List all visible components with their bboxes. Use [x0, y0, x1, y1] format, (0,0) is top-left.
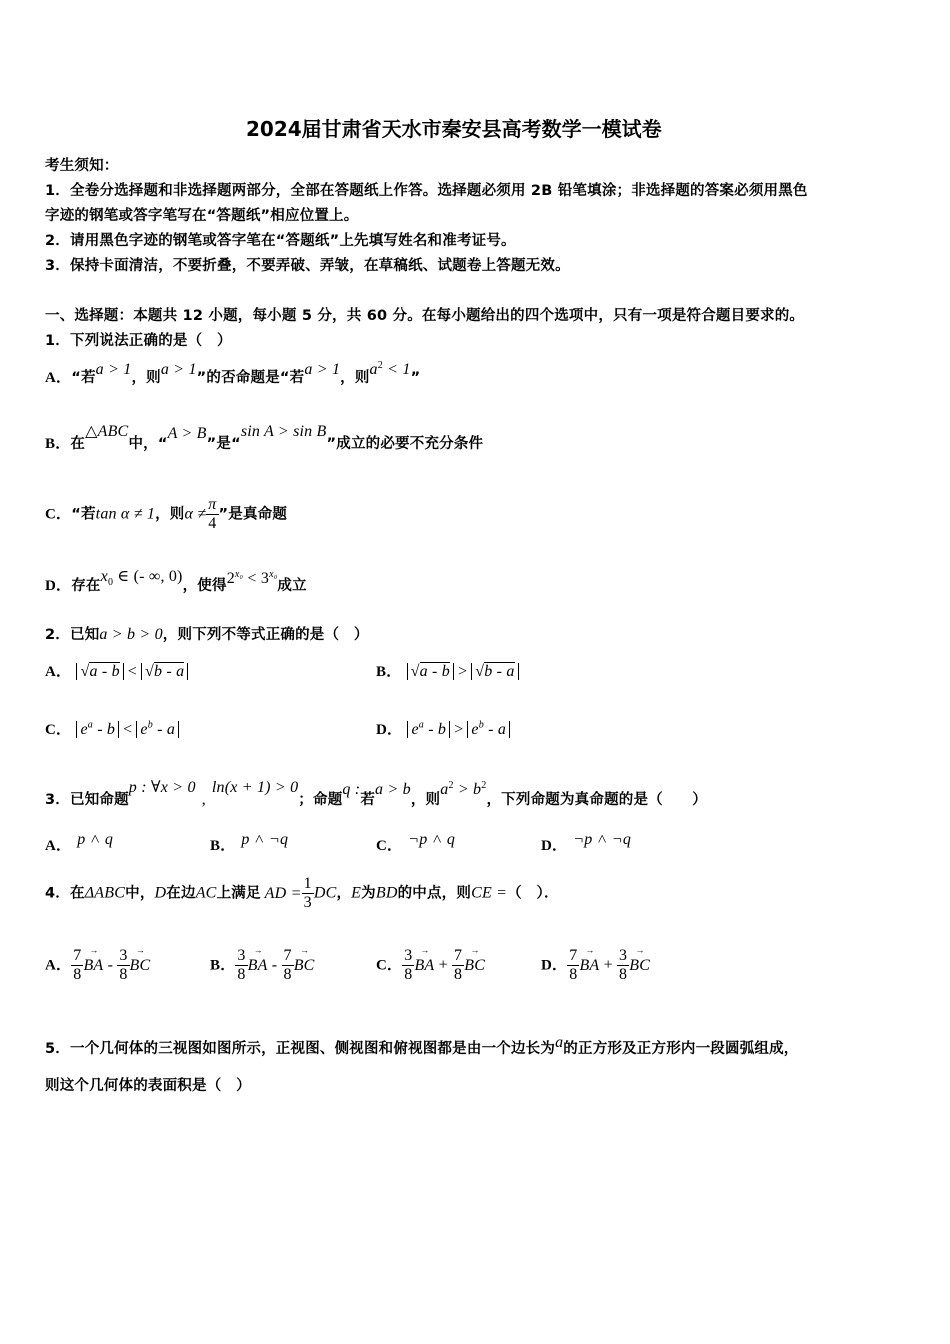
question-2-stem: 2．已知a > b > 0，则下列不等式正确的是（ ） [45, 626, 369, 643]
notice-item-1: 1．全卷分选择题和非选择题两部分，全部在答题纸上作答。选择题必须用 2B 铅笔填涂；非选择题的答案必须用黑色 [45, 183, 808, 199]
question-5-stem-cont: 则这个几何体的表面积是（ ） [45, 1078, 251, 1094]
fraction: $\frac{\pi}{4}$ [208, 496, 217, 532]
notice-item-2: 2．请用黑色字迹的钢笔或答字笔在“答题纸”上先填写姓名和准考证号。 [45, 233, 516, 249]
question-4-option-c: C． $\frac{3}{8}$ → BA + $\frac{7}{8}$ → BC [376, 947, 485, 984]
fraction: $\frac{1}{3}$ [303, 875, 312, 911]
question-4-option-a: A． $\frac{7}{8}$ → BA - $\frac{3}{8}$ → BC [45, 947, 150, 984]
notice-item-1-cont: 字迹的钢笔或答字笔写在“答题纸”相应位置上。 [45, 208, 359, 224]
notice-heading: 考生须知： [45, 158, 119, 174]
notice-item-3: 3．保持卡面清洁，不要折叠，不要弄破、弄皱，在草稿纸、试题卷上答题无效。 [45, 258, 570, 274]
question-4-stem: 4．在ΔABC中，D在边AC上满足 AD = $\frac{1}{3}$ DC，E为BD的中点，则CE =（ ）． [45, 875, 559, 911]
question-3-option-c: C． ¬p ˄ q [376, 831, 456, 854]
question-2-option-b: B． √a - b > √b - a [376, 660, 519, 681]
question-3-option-a: A． p ˄ q [45, 831, 114, 854]
question-1-option-d: D．存在$x_0$ ∈ (- ∞, 0)，使得$2^{x_0} < 3^{x_0}$成立 [45, 568, 307, 594]
question-1-option-a: A．“若a > 1，则a > 1”的否命题是“若a > 1，则$a^2 < 1$” [45, 360, 421, 386]
question-4-option-d: D． $\frac{7}{8}$ → BA + $\frac{3}{8}$ → BC [541, 947, 650, 984]
question-3-option-d: D． ¬p ˄ ¬q [541, 831, 632, 854]
question-1-stem: 1．下列说法正确的是（ ） [45, 333, 232, 349]
question-2-option-d: D． $e^a - b > e^b - a$ [376, 718, 510, 739]
question-2-option-a: A． √a - b < √b - a [45, 660, 188, 681]
question-1-option-c: C．“若tan α ≠ 1，则α ≠ $\frac{\pi}{4}$ ”是真命题 [45, 496, 288, 532]
question-3-option-b: B． p ˄ ¬q [210, 831, 289, 854]
question-4-option-b: B． $\frac{3}{8}$ → BA - $\frac{7}{8}$ → BC [210, 947, 315, 984]
section-heading: 一、选择题：本题共 12 小题，每小题 5 分，共 60 分。在每小题给出的四个选项中，只有一项是符合题目要求的。 [45, 308, 805, 324]
question-2-option-c: C． $e^a - b < e^b - a$ [45, 718, 179, 739]
question-1-option-b: B．在△ABC中，“A > B”是“sin A > sin B”成立的必要不充分条件 [45, 423, 484, 452]
question-3-stem: 3．已知命题p : ∀x > 0,ln(x + 1) > 0；命题q :若a > b，则$a^2 > b^2$，下列命题为真命题的是（ ） [45, 779, 707, 808]
question-5-stem: 5．一个几何体的三视图如图所示，正视图、侧视图和俯视图都是由一个边长为a的正方形及正方形内一段圆弧组成， [45, 1034, 799, 1057]
page-title: 2024届甘肃省天水市秦安县高考数学一模试卷 [246, 117, 662, 141]
